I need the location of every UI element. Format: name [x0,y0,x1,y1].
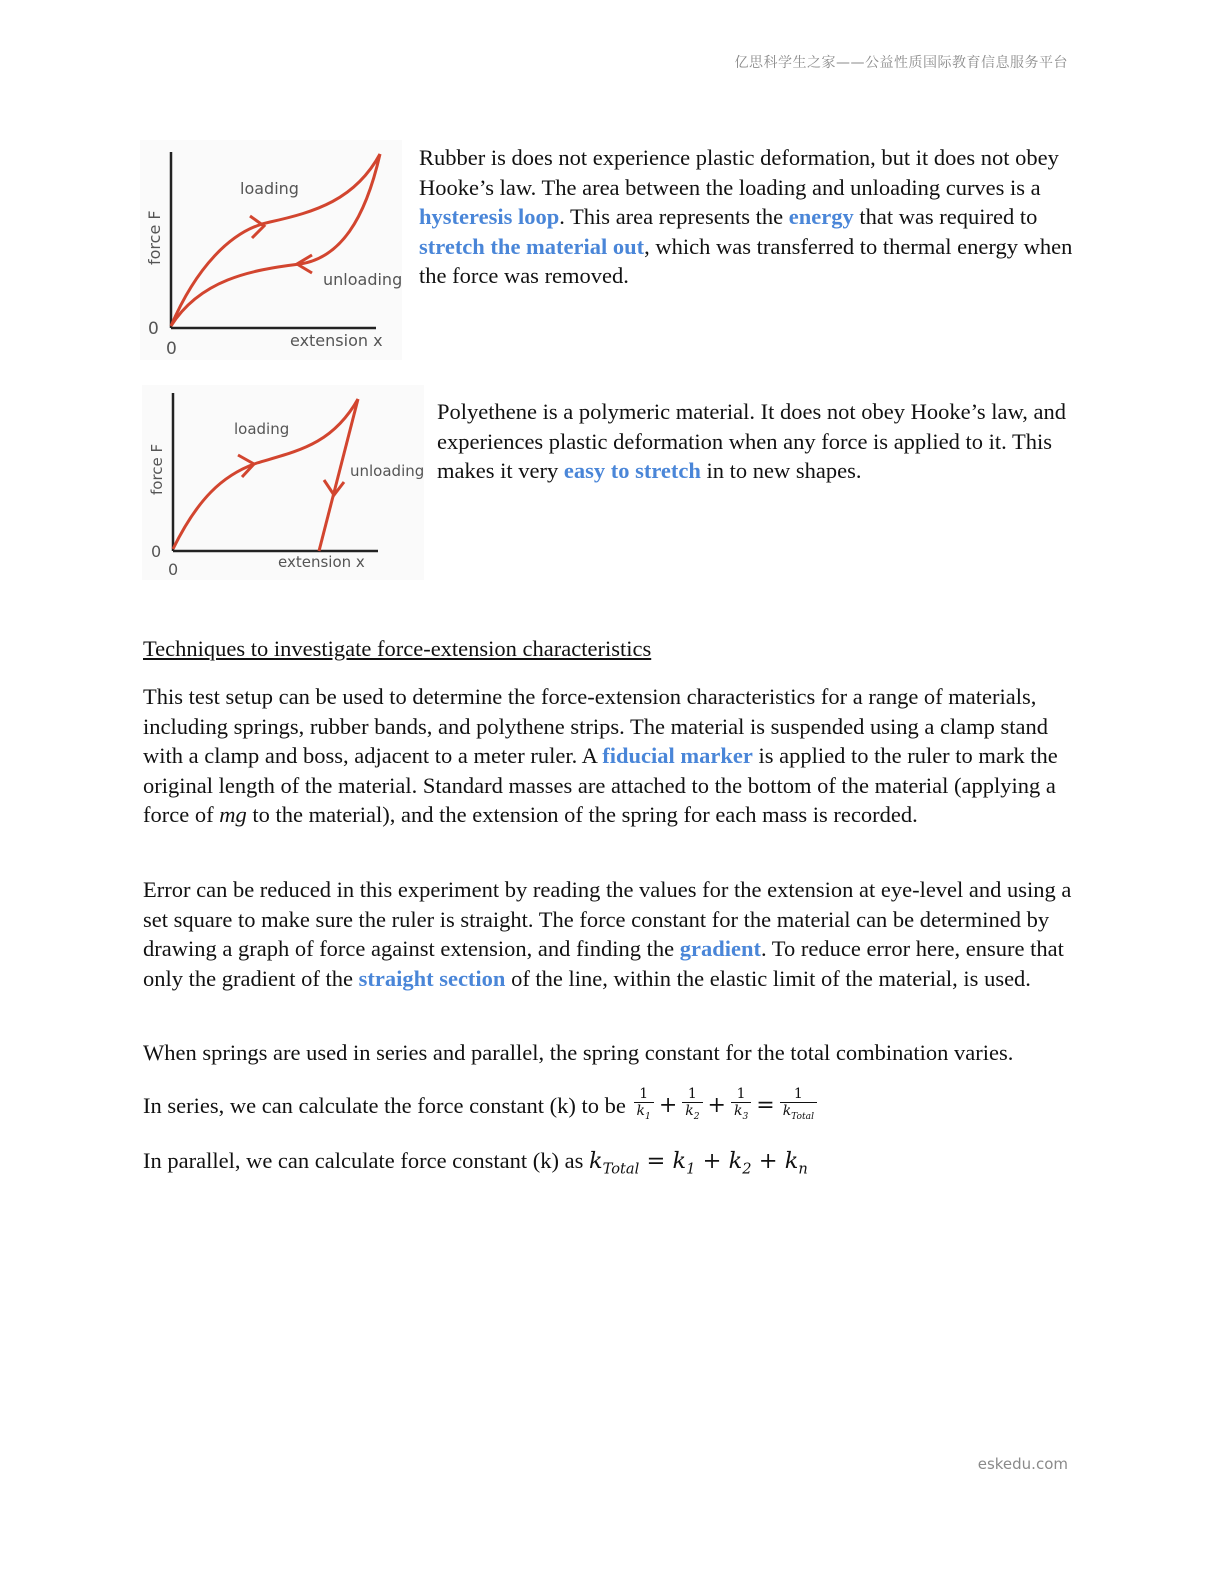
highlight-fiducial-marker: fiducial marker [602,743,753,768]
highlight-straight-section: straight section [358,965,506,991]
k-symbol: k [733,1103,743,1120]
highlight-hysteresis-loop: hysteresis loop [419,204,560,229]
highlight-gradient: gradient [679,936,761,961]
k-symbol: k [636,1103,646,1120]
unloading-label: unloading [350,462,424,480]
polyethene-paragraph [437,397,1082,486]
equals-sign: = [756,1092,775,1118]
highlight-stretch: stretch the material out [419,233,645,259]
text: in to new shapes. [700,458,862,483]
plus-sign: + [702,1148,722,1174]
subscript: 2 [742,1160,752,1178]
k-symbol: k [782,1103,792,1120]
highlight-energy: energy [788,204,854,229]
rubber-paragraph [419,143,1079,291]
text: to the material), and the extension of the spring for each mass is recorded. [246,802,918,827]
fraction-1-over-k3 [731,1086,751,1125]
denominator [682,1103,702,1125]
polyethene-force-extension-graph [142,385,424,580]
page-header: 亿思科学生之家——公益性质国际教育信息服务平台 [734,55,1068,71]
denominator [634,1103,654,1125]
text: of the line, within the elastic limit of the material, is used. [505,965,1031,991]
mg-symbol: mg [219,802,247,827]
k-symbol: k [728,1148,743,1174]
highlight-easy-to-stretch: easy to stretch [563,458,701,483]
k-symbol: k [672,1148,687,1174]
text: Polyethene is a polymeric material. It does not obey Hooke’s law, and experiences plastic deformation when any force is applied to it. This makes it very [437,399,1067,483]
techniques-paragraph-1 [143,682,1078,830]
plus-sign: + [758,1148,778,1174]
fraction-1-over-ktotal [780,1086,817,1125]
x-origin-label: 0 [168,560,179,579]
loading-label: loading [234,420,290,438]
numerator: 1 [780,1086,817,1103]
k-symbol: k [589,1148,603,1174]
y-origin-label: 0 [148,319,159,339]
k-symbol: k [784,1148,799,1174]
text: is applied to the ruler to mark the original length of the material. Standard masses are attached to the bottom of the material (applying a force of [143,743,1058,827]
x-axis-label: extension x [290,331,383,350]
subscript: 1 [645,1112,651,1123]
subscript: n [798,1160,808,1178]
plus-sign: + [707,1092,726,1118]
parallel-formula [589,1148,808,1178]
subscript: 2 [693,1112,700,1123]
x-origin-label: 0 [166,339,177,359]
unloading-label: unloading [323,270,402,289]
fraction-1-over-k1 [634,1086,654,1125]
y-origin-label: 0 [151,542,162,561]
text: Rubber is does not experience plastic deformation, but it does not obey Hooke’s law. The area between the loading and unloading curves is a [419,145,1059,200]
techniques-paragraph-3: When springs are used in series and parallel, the spring constant for the total combination varies. [143,1040,1014,1065]
numerator: 1 [731,1086,751,1103]
x-axis-label: extension x [278,553,365,571]
k-symbol: k [685,1103,694,1120]
text: . This area represents the [559,204,789,229]
page-footer: eskedu.com [977,1455,1068,1473]
y-axis-label: force F [145,210,164,265]
denominator [780,1103,817,1125]
equals-sign: = [646,1148,666,1174]
subscript: 3 [742,1112,749,1123]
loading-label: loading [240,179,299,198]
text: that was required to [853,204,1038,229]
numerator: 1 [634,1086,654,1103]
numerator: 1 [682,1086,702,1103]
parallel-formula-line [143,1146,1078,1184]
subscript: Total [791,1112,814,1123]
subscript: 1 [686,1160,696,1178]
rubber-force-extension-graph [140,140,402,360]
y-axis-label: force F [148,443,166,495]
section-heading: Techniques to investigate force-extension characteristics [143,636,652,661]
text: This test setup can be used to determine the force-extension characteristics for a range of materials, including springs, rubber bands, and polythene strips. The material is suspended using a clamp stand with a clamp and boss, adjacent to a meter ruler. A [143,684,1049,768]
text: In series, we can calculate the force constant (k) to be [143,1092,632,1118]
series-formula-line [143,1080,1078,1130]
fraction-1-over-k2 [682,1086,702,1125]
text: In parallel, we can calculate force constant (k) as [143,1148,590,1173]
text: , which was transferred to thermal energy when the force was removed. [419,233,1073,288]
denominator [731,1103,751,1125]
techniques-paragraph-2 [143,875,1078,993]
subscript: Total [602,1160,640,1178]
text: Error can be reduced in this experiment by reading the values for the extension at eye-level and using a set square to make sure the ruler is straight. The force constant for the material can be determined by drawing a graph of force against extension, and finding the [143,877,1072,961]
plus-sign: + [658,1092,678,1118]
text: . To reduce error here, ensure that only the gradient of the [143,936,1064,991]
